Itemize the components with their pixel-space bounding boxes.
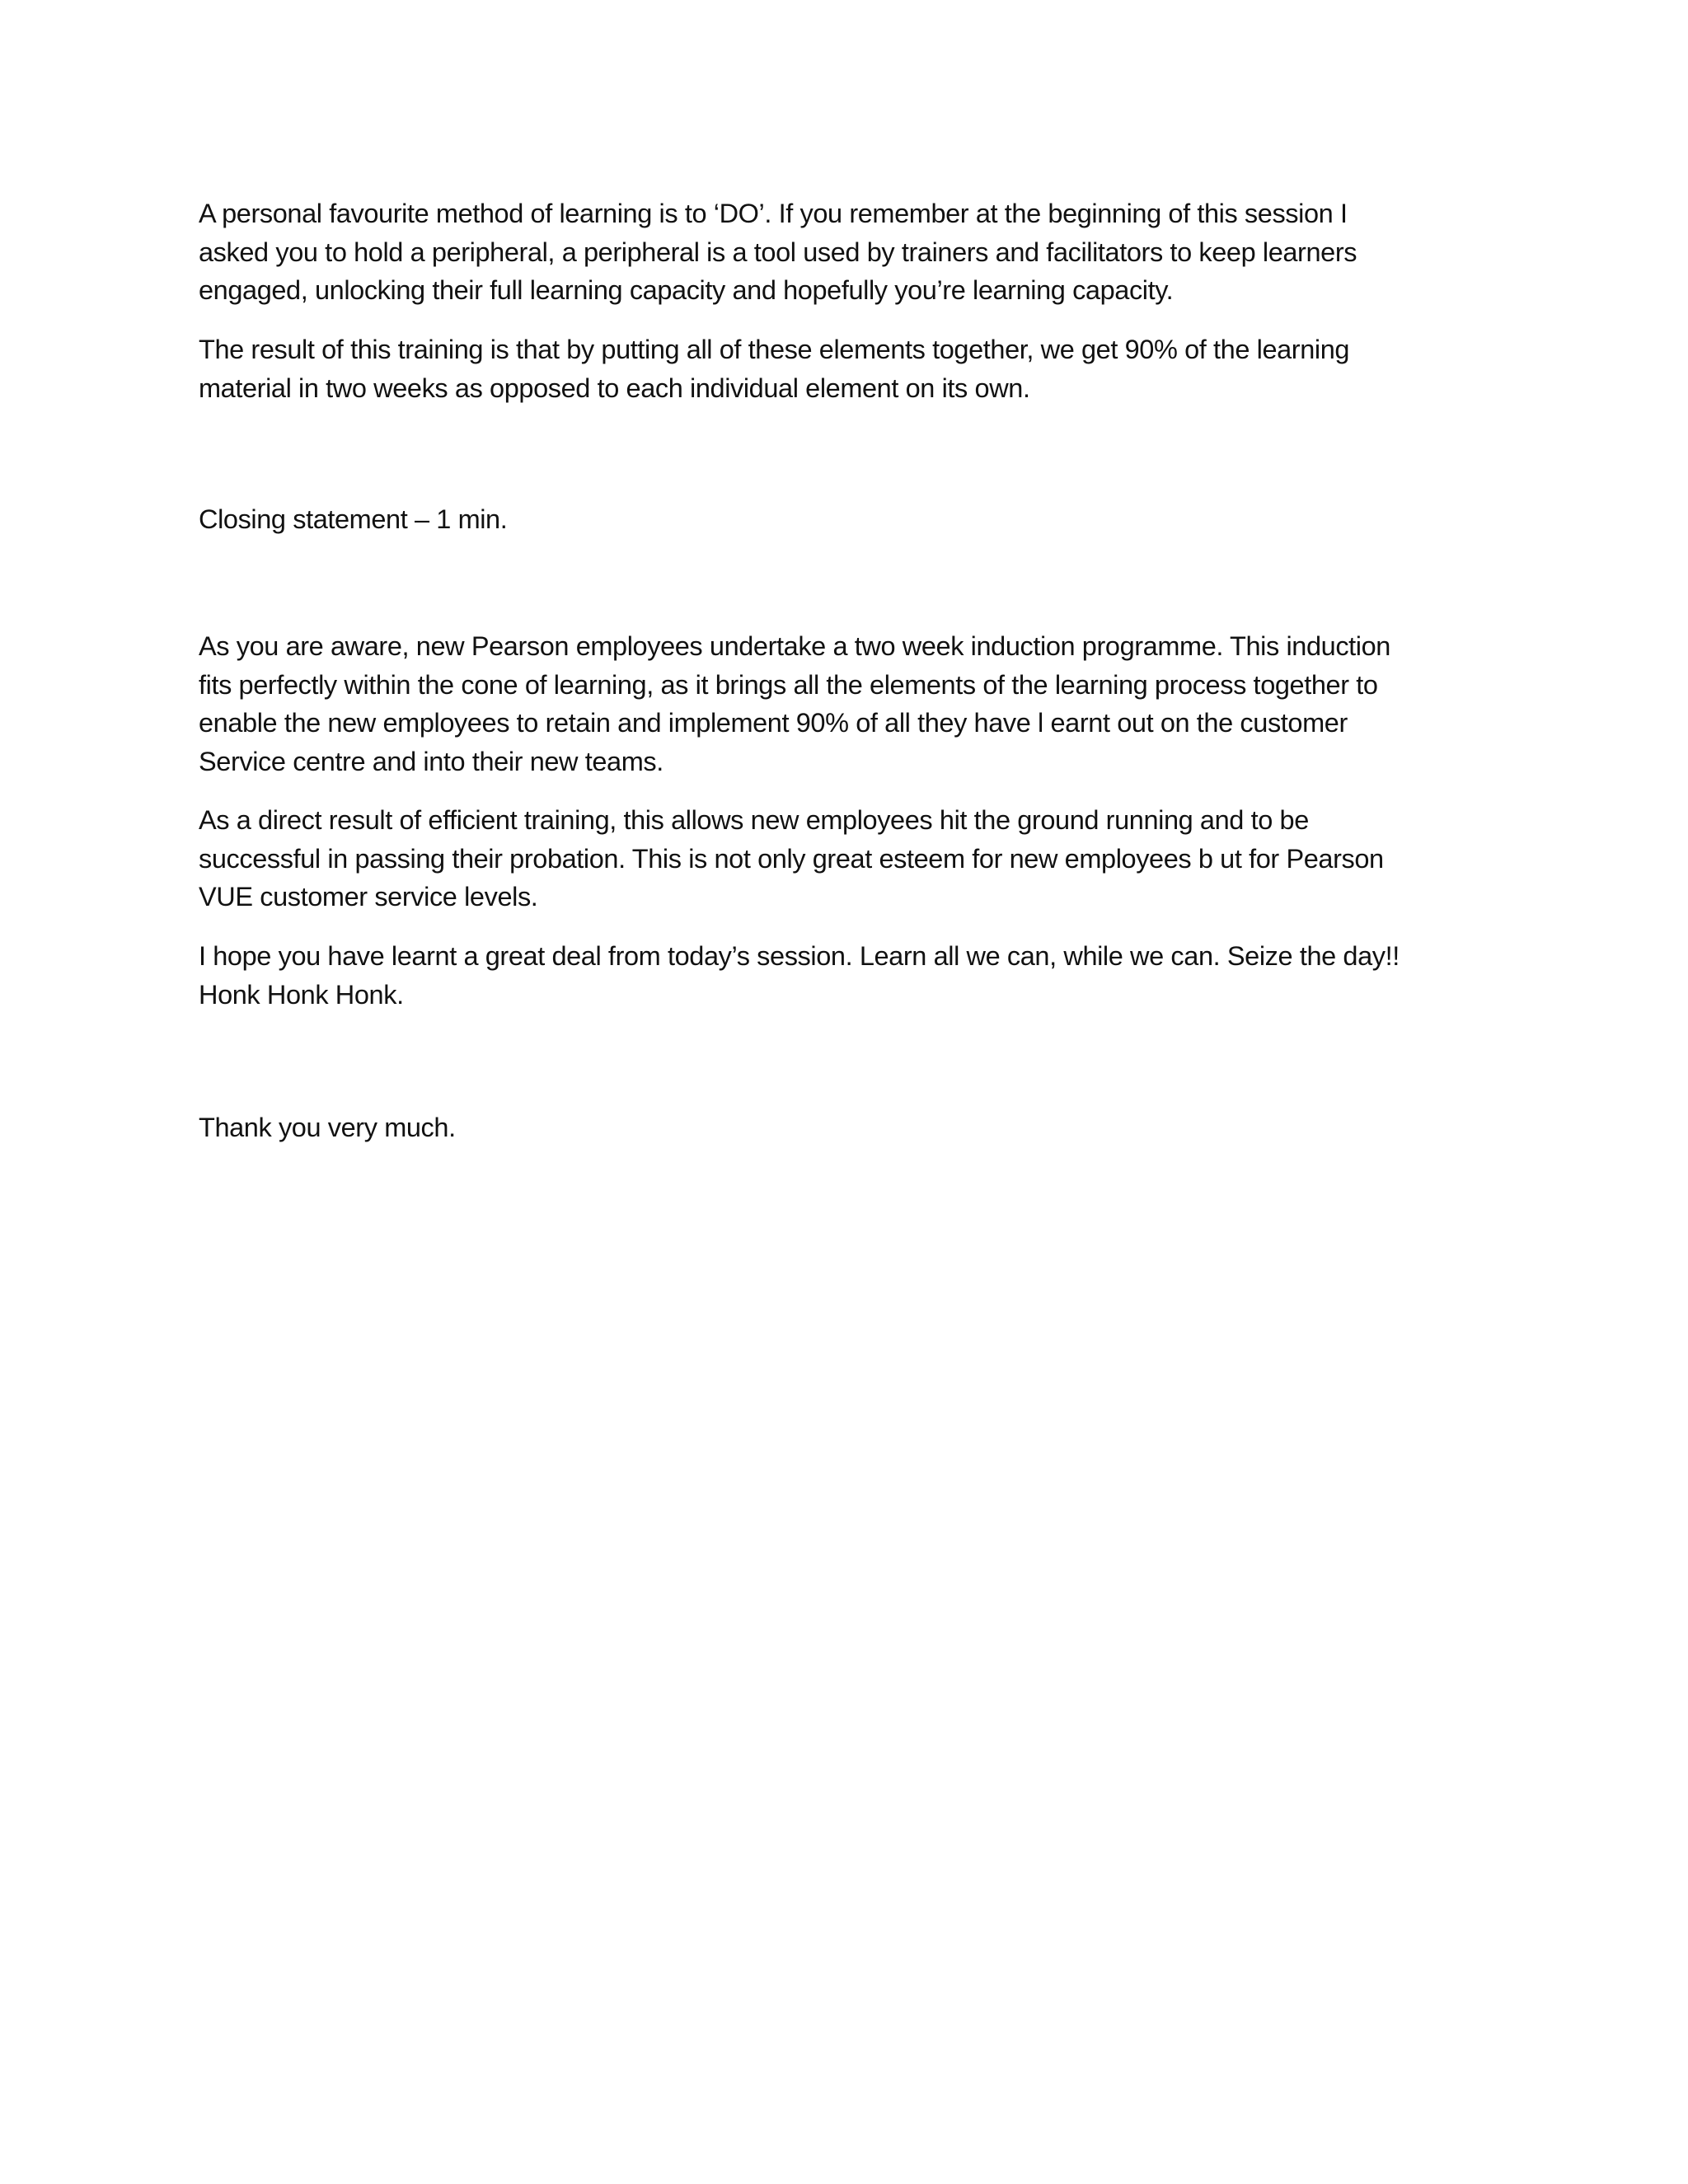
paragraph-induction <box>199 627 1493 780</box>
text-line: I hope you have learnt a great deal from today’s session. Learn all we can, while we can. Seize the day!! <box>199 941 1400 971</box>
paragraph-favourite-method <box>199 194 1493 310</box>
text-line: The result of this training is that by putting all of these elements together, we get 90% of the learning <box>199 335 1350 364</box>
text-line: enable the new employees to retain and implement 90% of all they have l earnt out on the customer <box>199 708 1348 738</box>
text-line: As a direct result of efficient training, this allows new employees hit the ground running and to be <box>199 805 1309 835</box>
text-line: engaged, unlocking their full learning capacity and hopefully you’re learning capacity. <box>199 275 1174 305</box>
text-line: Honk Honk Honk. <box>199 979 404 1010</box>
text-line: material in two weeks as opposed to each individual element on its own. <box>199 373 1030 403</box>
paragraph-efficient-training <box>199 801 1493 916</box>
text-line: Thank you very much. <box>199 1113 456 1142</box>
closing-thanks <box>199 1108 1493 1147</box>
text-line: Service centre and into their new teams. <box>199 746 663 776</box>
text-line: Closing statement – 1 min. <box>199 504 508 534</box>
text-line: VUE customer service levels. <box>199 882 538 912</box>
text-line: successful in passing their probation. This is not only great esteem for new employees b ut for Pearson <box>199 843 1384 874</box>
paragraph-hope-you-learnt <box>199 937 1493 1014</box>
text-line: A personal favourite method of learning is to ‘DO’. If you remember at the beginning of this session I <box>199 199 1348 228</box>
paragraph-training-result <box>199 330 1493 407</box>
text-line: asked you to hold a peripheral, a peripheral is a tool used by trainers and facilitators to keep learners <box>199 237 1357 267</box>
text-line: As you are aware, new Pearson employees undertake a two week induction programme. This induction <box>199 631 1390 661</box>
text-line: fits perfectly within the cone of learning, as it brings all the elements of the learning process together to <box>199 669 1378 700</box>
closing-statement-heading <box>199 500 1493 539</box>
